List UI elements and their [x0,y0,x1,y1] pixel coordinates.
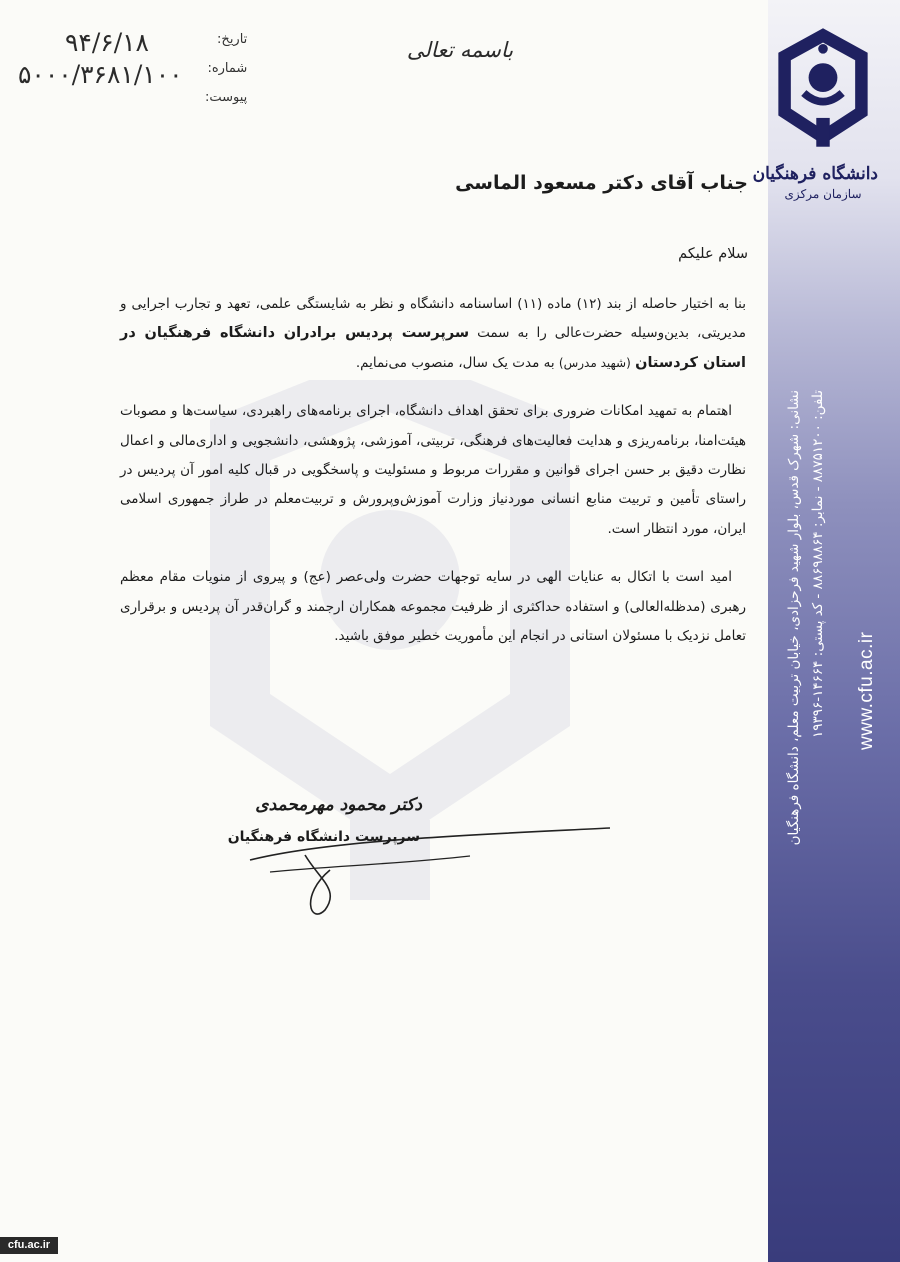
sidebar-phone: تلفن: ۸۸۷۵۱۲۰۰ - نمابر: ۸۸۶۹۸۸۶۴ - کد پستی: ۱۴۶۶۴-۱۹۳۹۶ [810,390,826,739]
university-subtitle: سازمان مرکزی [784,187,862,201]
recipient: جناب آقای دکتر مسعود الماسی [455,172,748,194]
sidebar-address: نشانی: شهرک قدس، بلوار شهید فرحزادی، خیابان تربیت معلم، دانشگاه فرهنگیان [786,390,802,846]
paragraph-3: امید است با اتکال به عنایات الهی در سایه توجهات حضرت ولی‌عصر (عج) و پیروی از منویات مقام معظم رهبری (مدظله‌العالی) و استفاده حداکثری از ظرفیت مجموعه همکاران ارجمند و گران‌قدر آن پردیس و برقراری تعامل نزدیک با مسئولان استانی در انجام این مأموریت خطیر موفق باشید. [120,569,746,645]
signatory-name: دکتر محمود مهرمحمدی [255,795,422,815]
sidebar-website: www.cfu.ac.ir [856,631,877,750]
date-value: ۹۴/۶/۱۸ [65,28,149,57]
letter-meta [205,32,247,119]
letter-body [120,290,746,670]
website-badge: cfu.ac.ir [0,1237,58,1254]
paragraph-1-end: به مدت یک سال، منصوب می‌نمایم. [355,354,555,371]
university-logo [752,28,878,201]
paragraph-1-text: بنا به اختیار حاصله از بند (۱۲) ماده (۱۱) اساسنامه دانشگاه و نظر به شایستگی علمی، تعهد و تجارب اجرایی و مدیریتی، بدین‌وسیله حضرت‌عالی را به سمت [120,296,747,342]
university-name: دانشگاه فرهنگیان [752,164,878,184]
bismillah: باسمه تعالی [406,38,514,62]
signature-block [180,795,430,845]
appointment-position: سرپرست پردیس برادران دانشگاه فرهنگیان در استان کردستان [120,325,746,371]
university-emblem-icon [775,28,871,156]
signatory-title: سرپرست دانشگاه فرهنگیان [227,829,420,845]
paragraph-1 [120,290,746,378]
number-value: ۵۰۰۰/۳۶۸۱/۱۰۰ [18,60,183,89]
attachment-label: پیوست: [205,90,248,105]
number-label: شماره: [207,61,248,76]
paragraph-2: اهتمام به تمهید امکانات ضروری برای تحقق اهداف دانشگاه، اجرای برنامه‌های راهبردی، سیاست‌ها و مصوبات هیئت‌امنا، برنامه‌ریزی و هدایت فعالیت‌های فرهنگی، تربیتی، آموزشی، پژوهشی، دانشجویی و اداری‌مالی و اعمال نظارت دقیق بر حسن اجرای قوانین و مقررات مربوط و مسئولیت و پاسخگویی در قبال کلیه امور آن پردیس در راستای تأمین و تربیت منابع انسانی موردنیاز وزارت آموزش‌وپرورش و تربیت‌معلم در طراز جمهوری اسلامی ایران، مورد انتظار است. [120,403,746,537]
sidebar-contact-block [782,390,830,1010]
date-label: تاریخ: [217,32,248,47]
greeting: سلام علیکم [678,246,748,262]
campus-name: (شهید مدرس) [558,355,631,370]
